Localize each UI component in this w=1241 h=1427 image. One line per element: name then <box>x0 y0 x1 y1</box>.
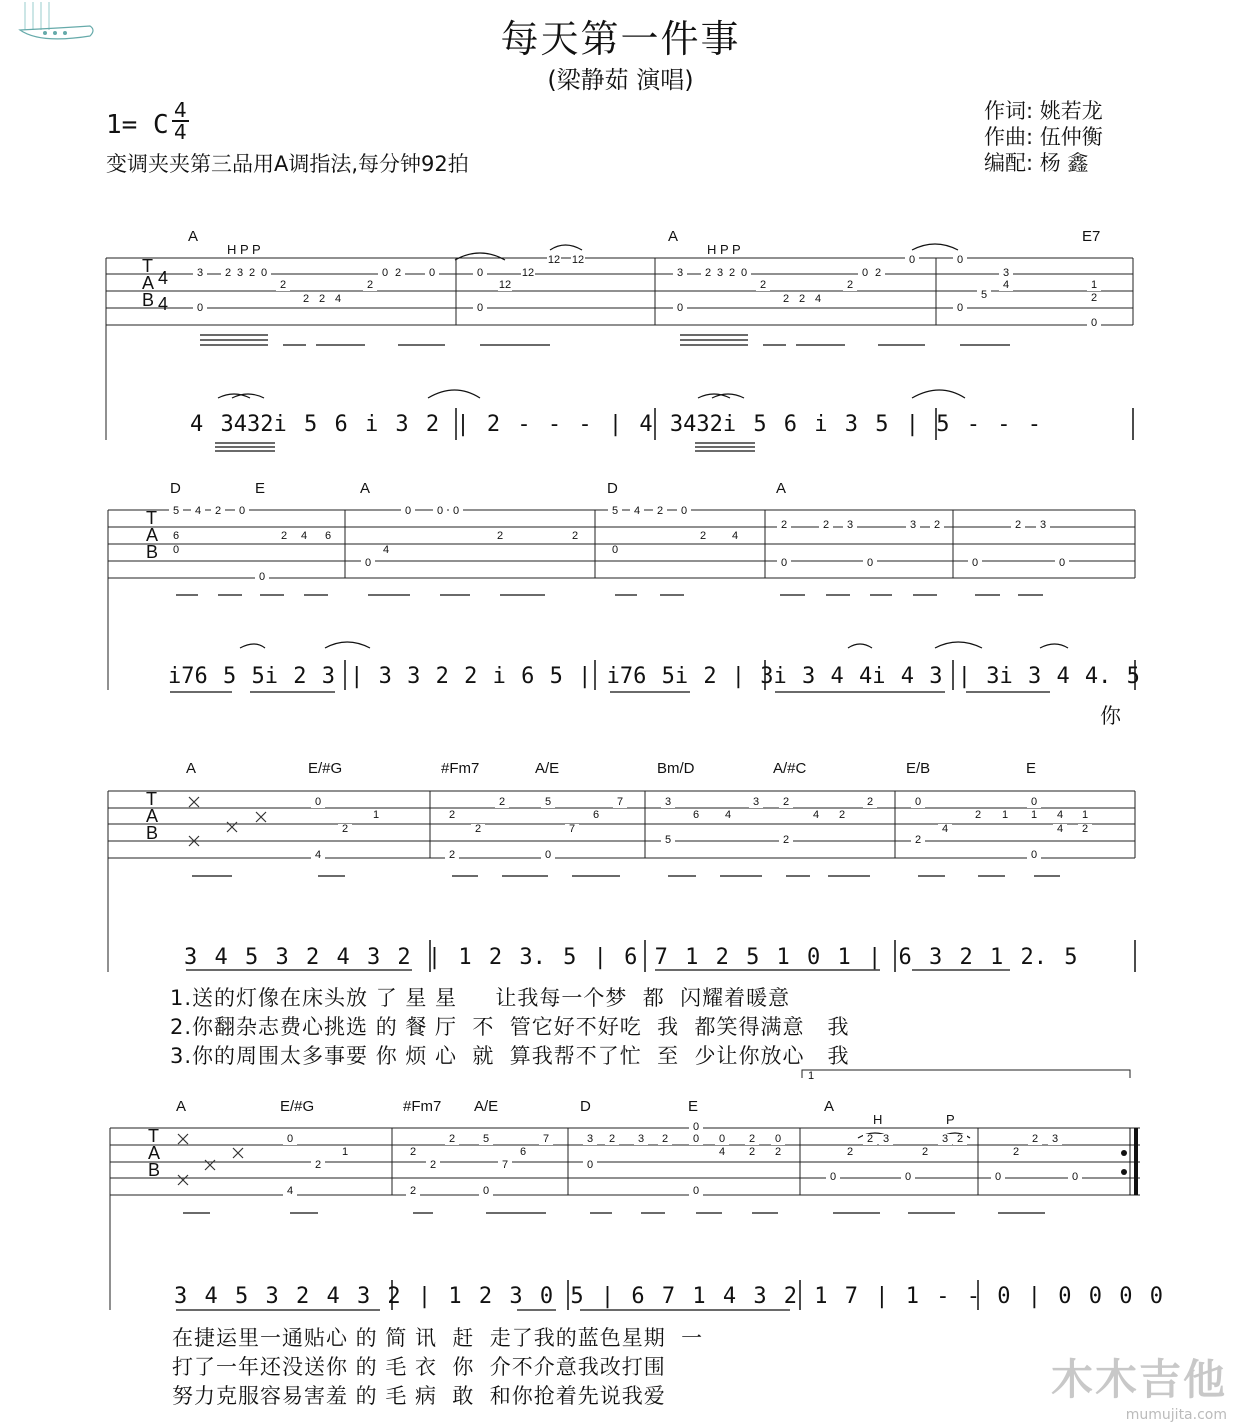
tab-clef-b: B <box>142 290 155 310</box>
lyric-verse-3b: 努力克服容易害羞 的 毛 病 敢 和你抢着先说我爱 <box>172 1384 666 1408</box>
chord-name: A/E <box>535 760 560 777</box>
capo-note: 变调夹夹第三品用A调指法,每分钟92拍 <box>106 152 469 176</box>
tab-meter-bottom: 4 <box>158 294 169 314</box>
tab-clef-4 <box>148 1128 160 1179</box>
lyric-verse-1: 1.送的灯像在床头放 了 星 星 让我每一个梦 都 闪耀着暖意 <box>170 986 791 1010</box>
chord-name: E7 <box>1082 228 1101 245</box>
song-title: 每天第一件事 <box>500 17 741 61</box>
arranger: 编配: 杨 鑫 <box>984 151 1089 175</box>
notation-line-4: 3 4 5 3 2 4 3 2 | 1 2 3 0 5 | 6 7 1 4 3 2 1 7 | 1 - - 0 | 0 0 0 0 <box>174 1284 1163 1309</box>
meter-bottom: 4 <box>174 120 187 144</box>
chord-name: Bm/D <box>657 760 695 777</box>
chord-name: E/#G <box>308 760 343 777</box>
chord-name: E/B <box>906 760 931 777</box>
song-subtitle: (梁静茹 演唱) <box>547 66 694 94</box>
lyric-pickup: 你 <box>1100 704 1122 728</box>
chord-name: E <box>688 1098 699 1115</box>
tab-clef-b: B <box>148 1160 161 1180</box>
lyric-verse-2: 2.你翻杂志费心挑选 的 餐 厅 不 管它好不好吃 我 都笑得满意 我 <box>170 1015 850 1039</box>
lyric-verse-1b: 在捷运里一通贴心 的 简 讯 赶 走了我的蓝色星期 一 <box>172 1326 704 1350</box>
chord-name: A/#C <box>773 760 807 777</box>
tab-meter-top: 4 <box>158 268 169 288</box>
tab-meter-1 <box>158 265 168 317</box>
chord-name: A <box>360 480 371 497</box>
tab-clef-1 <box>142 258 154 309</box>
chord-name: A <box>176 1098 187 1115</box>
technique-hpp-2: H P P <box>707 242 741 257</box>
chord-name: #Fm7 <box>403 1098 442 1115</box>
chord-name: E <box>1026 760 1037 777</box>
chord-name: A/E <box>474 1098 499 1115</box>
chord-name: D <box>607 480 618 497</box>
tab-clef-a: A <box>146 806 159 826</box>
notation-line-1: 4 3432i 5 6 i 3 2 | 2 - - - | 4 3432i 5 6 i 3 5 | 5 - - - <box>190 412 1041 437</box>
lyricist: 作词: 姚若龙 <box>984 99 1103 123</box>
tab-clef-2 <box>146 510 158 561</box>
technique-h: H <box>873 1112 883 1127</box>
tab-clef-b: B <box>146 823 159 843</box>
meter-top: 4 <box>174 98 187 122</box>
tab-clef-t: T <box>142 256 153 276</box>
tab-clef-b: B <box>146 542 159 562</box>
tab-clef-3 <box>146 791 158 842</box>
notation-line-3: 3 4 5 3 2 4 3 2 | 1 2 3. 5 | 6 7 1 2 5 1 0 1 | 6 3 2 1 2. 5 <box>184 945 1078 970</box>
composer: 作曲: 伍仲衡 <box>984 125 1103 149</box>
technique-hpp-1: H P P <box>227 242 261 257</box>
notation-line-2: i76 5 5i 2 3 | 3 3 2 2 i 6 5 | i76 5i 2 | 3i 3 4 4i 4 3 | 3i 3 4 4. 5 <box>168 664 1140 689</box>
tab-clef-t: T <box>146 508 157 528</box>
tab-clef-t: T <box>148 1126 159 1146</box>
chord-name: A <box>188 228 199 245</box>
lyric-verse-2b: 打了一年还没送你 的 毛 衣 你 介不介意我改打围 <box>172 1355 666 1379</box>
tab-clef-a: A <box>142 273 155 293</box>
volta-1: 1 <box>808 1070 815 1082</box>
technique-p: P <box>946 1112 955 1127</box>
chord-name: A <box>668 228 679 245</box>
chord-name: #Fm7 <box>441 760 480 777</box>
tab-clef-a: A <box>146 525 159 545</box>
chord-name: E/#G <box>280 1098 315 1115</box>
chord-name: E <box>255 480 266 497</box>
chord-name: A <box>186 760 197 777</box>
chord-name: D <box>580 1098 591 1115</box>
chord-name: A <box>824 1098 835 1115</box>
key-signature: 1= C <box>106 110 169 140</box>
watermark-logo: 木木吉他 <box>1050 1355 1227 1404</box>
chord-name: D <box>170 480 181 497</box>
tab-clef-a: A <box>148 1143 161 1163</box>
lyric-verse-3: 3.你的周围太多事要 你 烦 心 就 算我帮不了忙 至 少让你放心 我 <box>170 1044 850 1068</box>
watermark-url: mumujita.com <box>1125 1407 1227 1423</box>
chord-name: A <box>776 480 787 497</box>
tab-clef-t: T <box>146 789 157 809</box>
